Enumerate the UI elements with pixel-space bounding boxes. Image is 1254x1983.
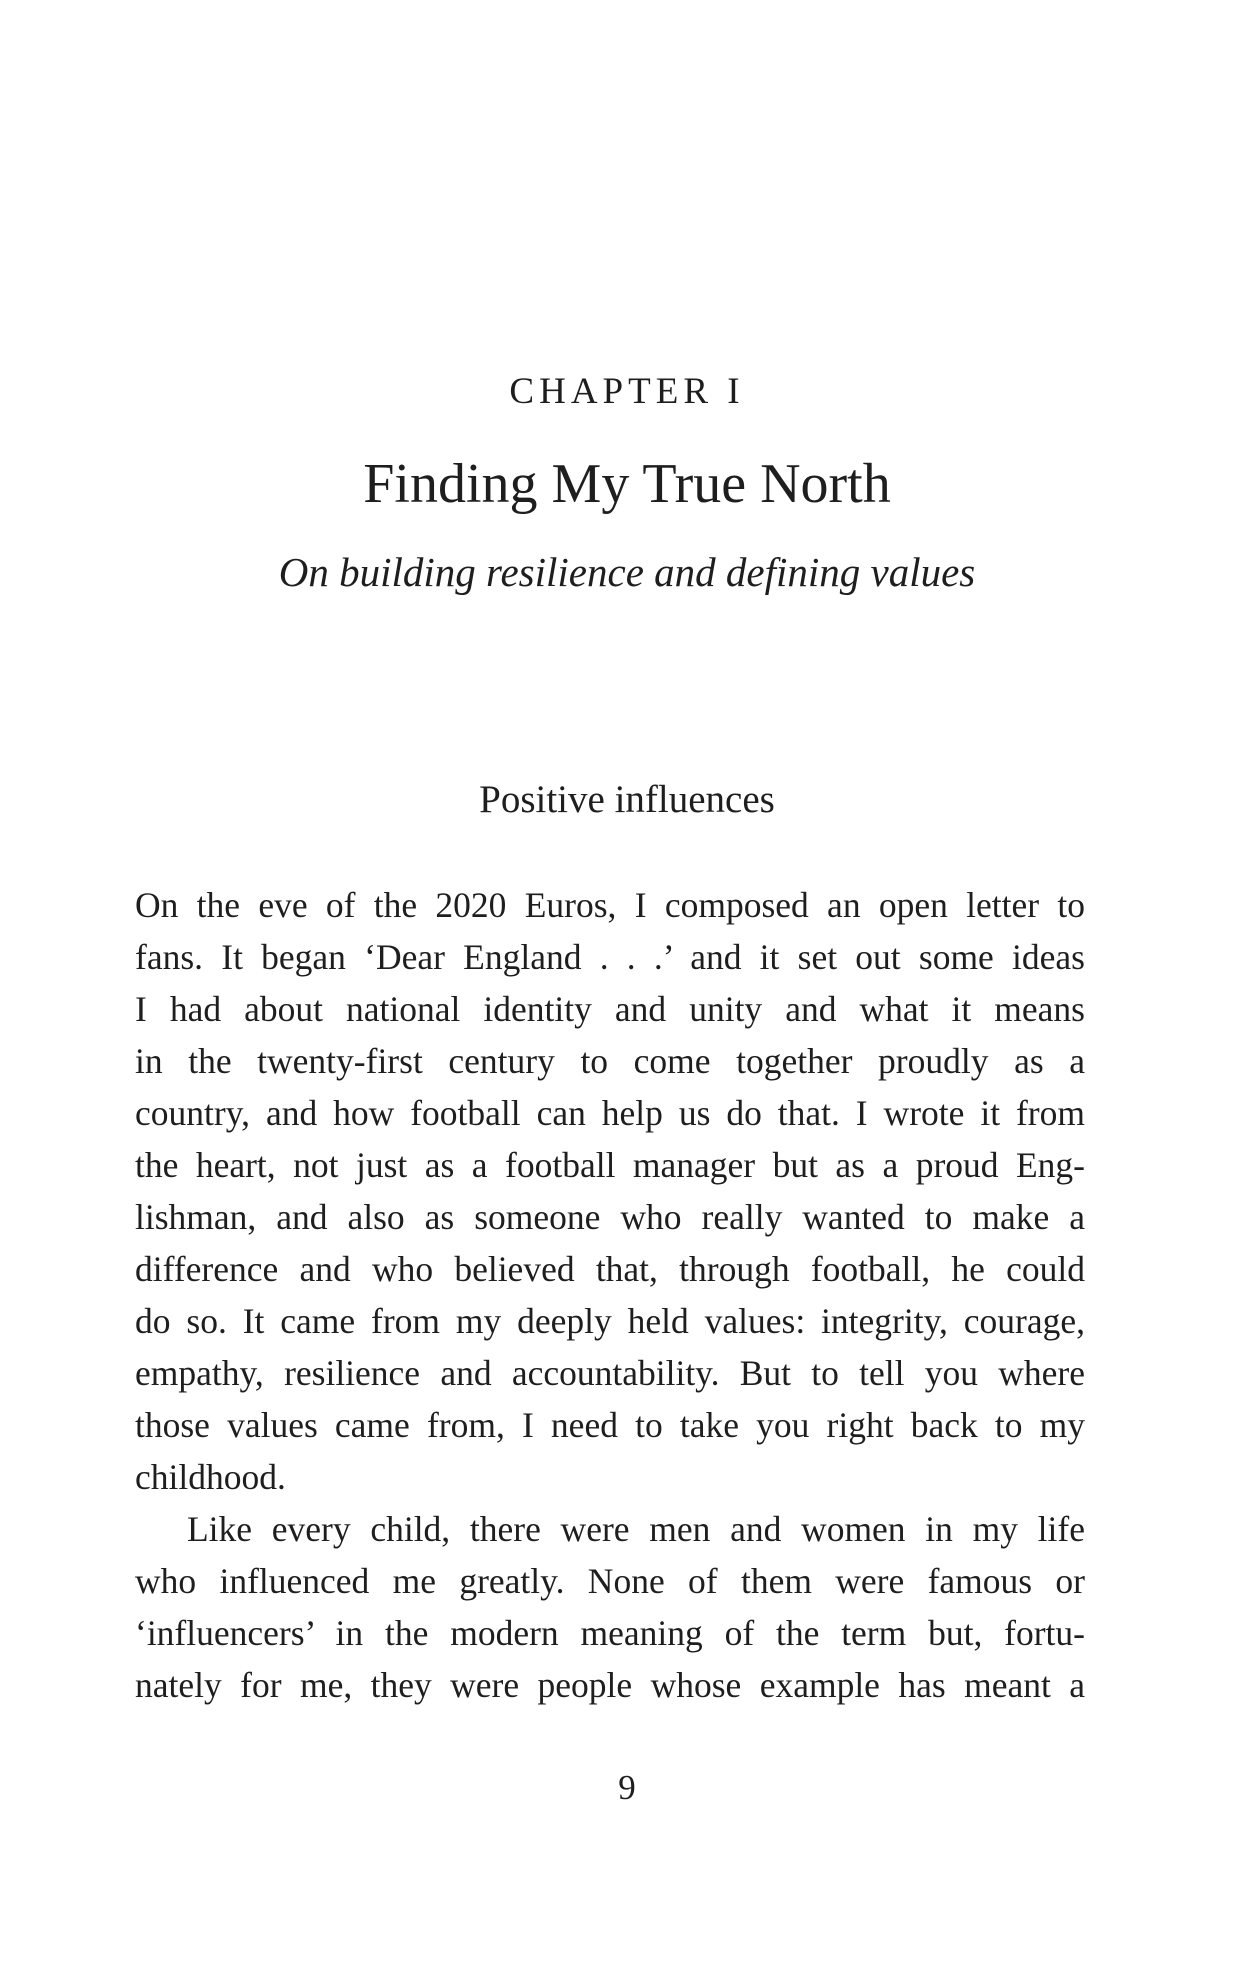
text-line: lishman, and also as someone who really wanted to make a — [135, 1197, 1085, 1237]
text-line: country, and how football can help us do that. I wrote it from — [135, 1093, 1085, 1133]
text-line: Like every child, there were men and women in my life — [187, 1509, 1085, 1549]
text-line: childhood. — [135, 1457, 286, 1497]
text-line: in the twenty-first century to come together proudly as a — [135, 1041, 1085, 1081]
text-line: On the eve of the 2020 Euros, I composed an open letter to — [135, 885, 1085, 925]
text-line: difference and who believed that, through football, he could — [135, 1249, 1085, 1289]
text-line: ‘influencers’ in the modern meaning of the term but, fortu- — [135, 1613, 1085, 1653]
body-text — [135, 879, 1085, 1711]
text-line: the heart, not just as a football manager but as a proud Eng- — [135, 1145, 1085, 1185]
text-line: empathy, resilience and accountability. But to tell you where — [135, 1353, 1085, 1393]
chapter-label: CHAPTER I — [509, 371, 745, 412]
paragraph — [135, 1503, 1085, 1711]
text-line: do so. It came from my deeply held values: integrity, courage, — [135, 1301, 1085, 1341]
chapter-subtitle: On building resilience and defining values — [278, 549, 976, 595]
section-heading: Positive influences — [479, 778, 775, 821]
text-line: those values came from, I need to take you right back to my — [135, 1405, 1085, 1445]
text-line: fans. It began ‘Dear England . . .’ and it set out some ideas — [135, 937, 1085, 977]
paragraph — [135, 879, 1085, 1503]
text-line: who influenced me greatly. None of them were famous or — [135, 1561, 1085, 1601]
page-number: 9 — [618, 1768, 636, 1807]
text-line: I had about national identity and unity and what it means — [135, 989, 1085, 1029]
text-line: nately for me, they were people whose example has meant a — [135, 1665, 1085, 1705]
chapter-title: Finding My True North — [363, 453, 891, 515]
